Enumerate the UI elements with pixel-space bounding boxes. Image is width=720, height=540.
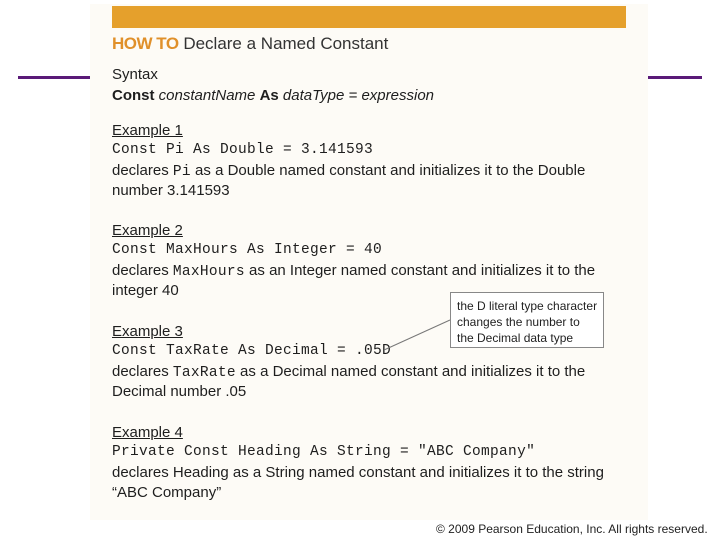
example-1-label: Example 1 — [112, 122, 183, 139]
example-1-code: Const Pi As Double = 3.141593 — [112, 142, 374, 158]
syntax-constant-name: constantName — [158, 87, 256, 104]
callout-line1: the D literal type character — [457, 299, 598, 313]
syntax-expression: = expression — [348, 87, 434, 104]
example-3-desc-line2: Decimal number .05 — [112, 383, 247, 400]
syntax-keyword-as: As — [259, 87, 279, 104]
example-3-desc-code: TaxRate — [172, 365, 236, 381]
example-2-desc-post: as an Integer named constant and initializes it to the — [244, 262, 596, 279]
example-2-desc-pre: declares — [112, 262, 173, 279]
example-3-code: Const TaxRate As Decimal = .05D — [112, 343, 392, 359]
callout-box — [450, 292, 604, 348]
example-4-desc-line1: declares Heading as a String named constant and initializes it to the string — [112, 464, 604, 481]
example-2-code: Const MaxHours As Integer = 40 — [112, 242, 383, 258]
syntax-data-type: dataType — [282, 87, 345, 104]
example-1-desc-code: Pi — [172, 164, 191, 180]
syntax-keyword-const: Const — [112, 87, 155, 104]
example-3-desc-post: as a Decimal named constant and initializes it to the — [235, 363, 586, 380]
example-3-label: Example 3 — [112, 323, 183, 340]
copyright-footer: © 2009 Pearson Education, Inc. All rights reserved. — [436, 522, 708, 536]
howto-label: HOW TO — [112, 34, 179, 53]
example-2-desc-code: MaxHours — [172, 264, 245, 280]
callout-line2: changes the number to — [457, 315, 580, 329]
example-4-desc-line2: “ABC Company” — [112, 484, 222, 501]
callout-line3: the Decimal data type — [457, 331, 574, 345]
example-4-code: Private Const Heading As String = "ABC Company" — [112, 444, 536, 460]
example-2-label: Example 2 — [112, 222, 183, 239]
example-1-desc-post: as a Double named constant and initializes it to the Double — [190, 162, 586, 179]
example-2-desc-line2: integer 40 — [112, 282, 179, 299]
syntax-label: Syntax — [112, 66, 158, 83]
howto-title: Declare a Named Constant — [183, 34, 389, 53]
example-1-desc-pre: declares — [112, 162, 173, 179]
example-4-label: Example 4 — [112, 424, 183, 441]
example-3-desc-pre: declares — [112, 363, 173, 380]
example-1-desc-line2: number 3.141593 — [112, 182, 230, 199]
